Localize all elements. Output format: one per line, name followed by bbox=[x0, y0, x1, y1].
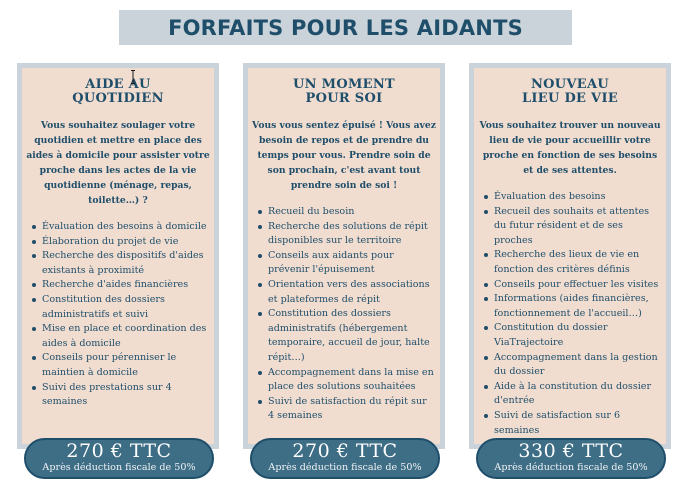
list-item: Recherche d'aides financières bbox=[30, 278, 208, 293]
list-item: Recueil du besoin bbox=[256, 205, 434, 220]
package-card-nouveau-lieu-de-vie bbox=[469, 63, 671, 449]
card-intro: Vous souhaitez trouver un nouveau lieu de vie pour accueillir votre proche en fonction de ses besoins et de ses attentes. bbox=[479, 120, 661, 176]
list-item: Recherche des lieux de vie en fonction des critères définis bbox=[482, 248, 660, 277]
list-item: Accompagnement dans la gestion du dossier bbox=[482, 351, 660, 380]
list-item: Recueil des souhaits et attentes du futur résident et de ses proches bbox=[482, 205, 660, 249]
card-feature-list bbox=[248, 205, 440, 424]
price-badge-un-moment-pour-soi bbox=[250, 438, 440, 479]
card-intro: Vous souhaitez soulager votre quotidien et mettre en place des aides à domicile pour assister votre proche dans les actes de la vie quotidienne (ménage, repas, toilette…) ? bbox=[26, 120, 210, 206]
list-item: Suivi des prestations sur 4 semaines bbox=[30, 381, 208, 410]
card-feature-list bbox=[22, 220, 214, 410]
price-note: Après déduction fiscale de 50% bbox=[494, 462, 648, 473]
card-intro: Vous vous sentez épuisé ! Vous avez besoin de repos et de prendre du temps pour vous. Prendre soin de son prochain, c'est avant tout prendre soin de soi ! bbox=[252, 120, 436, 191]
list-item: Suivi de satisfaction sur 6 semaines bbox=[482, 409, 660, 438]
page-title: FORFAITS POUR LES AIDANTS bbox=[168, 15, 523, 40]
list-item: Orientation vers des associations et plateformes de répit bbox=[256, 278, 434, 307]
package-card-un-moment-pour-soi bbox=[243, 63, 445, 449]
list-item: Informations (aides financières, fonctionnement de l'accueil…) bbox=[482, 292, 660, 321]
price-badge-aide-au-quotidien bbox=[24, 438, 214, 479]
list-item: Mise en place et coordination des aides à domicile bbox=[30, 322, 208, 351]
list-item: Constitution des dossiers administratifs et suivi bbox=[30, 293, 208, 322]
list-item: Conseils pour effectuer les visites bbox=[482, 278, 660, 293]
price-value: 330 € TTC bbox=[518, 440, 624, 462]
list-item: Constitution des dossiers administratifs (hébergement temporaire, accueil de jour, halte répit…) bbox=[256, 307, 434, 365]
list-item: Suivi de satisfaction du répit sur 4 semaines bbox=[256, 395, 434, 424]
price-badge-nouveau-lieu-de-vie bbox=[476, 438, 666, 479]
list-item: Aide à la constitution du dossier d'entrée bbox=[482, 380, 660, 409]
card-title: AIDE AU QUOTIDIEN bbox=[72, 77, 164, 106]
text-cursor-icon bbox=[131, 70, 135, 84]
price-value: 270 € TTC bbox=[292, 440, 398, 462]
price-note: Après déduction fiscale de 50% bbox=[268, 462, 422, 473]
list-item: Recherche des dispositifs d'aides existants à proximité bbox=[30, 249, 208, 278]
list-item: Conseils aux aidants pour prévenir l'épuisement bbox=[256, 249, 434, 278]
package-card-aide-au-quotidien bbox=[17, 63, 219, 449]
price-note: Après déduction fiscale de 50% bbox=[42, 462, 196, 473]
list-item: Constitution du dossier ViaTrajectoire bbox=[482, 321, 660, 350]
list-item: Conseils pour pérenniser le maintien à domicile bbox=[30, 351, 208, 380]
card-title: UN MOMENT POUR SOI bbox=[292, 77, 395, 106]
card-feature-list bbox=[474, 190, 666, 438]
list-item: Évaluation des besoins à domicile bbox=[30, 220, 208, 235]
list-item: Accompagnement dans la mise en place des solutions souhaitées bbox=[256, 366, 434, 395]
page-title-banner bbox=[119, 10, 572, 45]
card-title: NOUVEAU LIEU DE VIE bbox=[521, 77, 619, 106]
price-value: 270 € TTC bbox=[66, 440, 172, 462]
list-item: Élaboration du projet de vie bbox=[30, 235, 208, 250]
list-item: Évaluation des besoins bbox=[482, 190, 660, 205]
list-item: Recherche des solutions de répit disponibles sur le territoire bbox=[256, 220, 434, 249]
